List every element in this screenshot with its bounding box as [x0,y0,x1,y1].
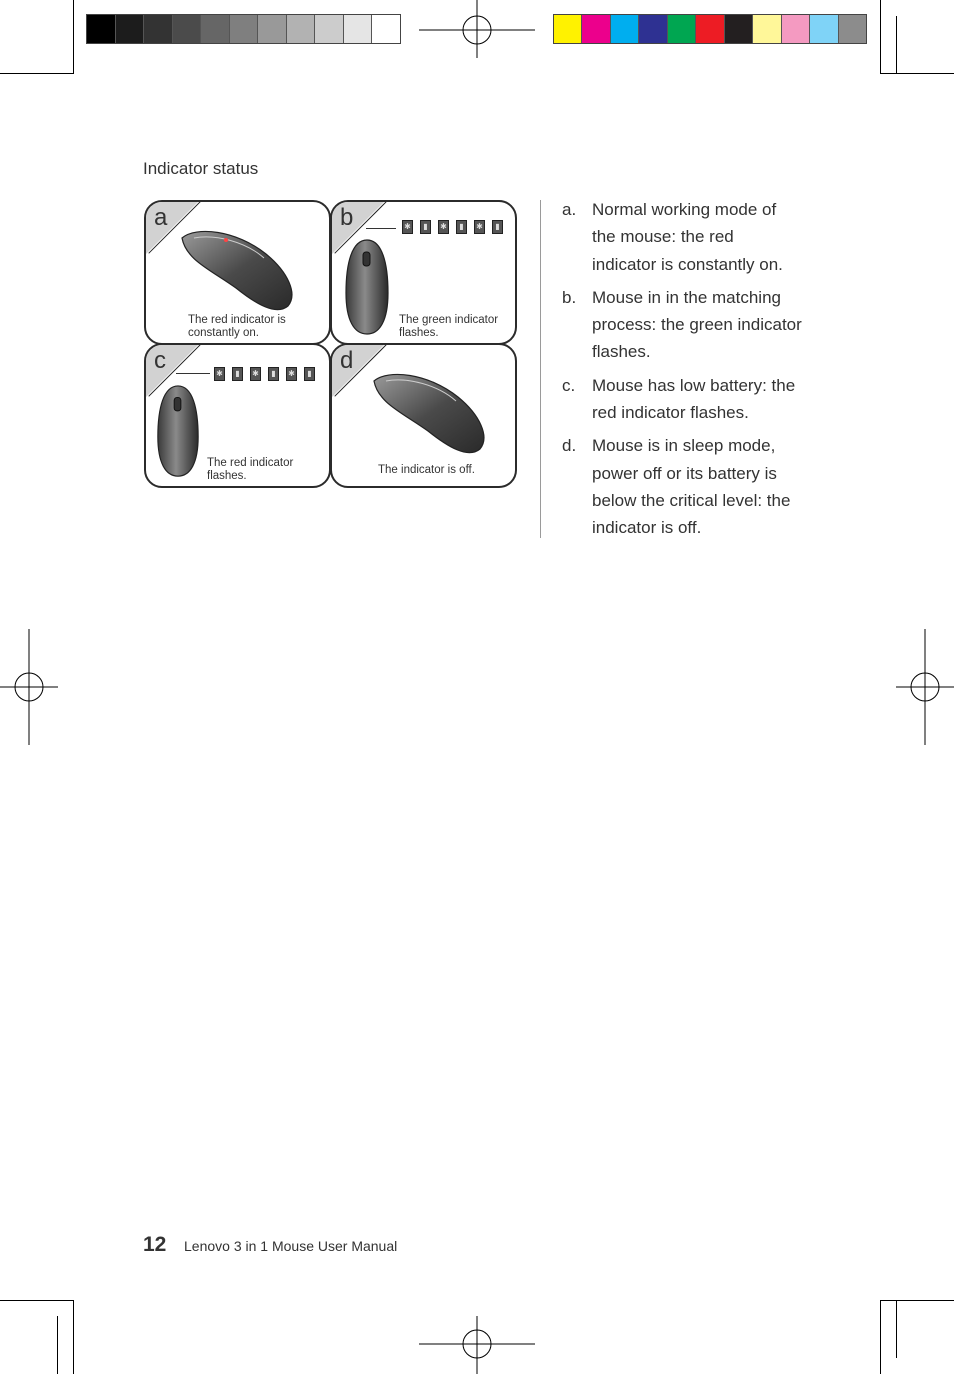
list-item-letter: d. [562,436,577,456]
color-swatch [782,15,810,43]
color-swatch [639,15,667,43]
color-swatch [839,15,866,43]
page-number: 12 [143,1233,167,1256]
list-item-text: Mouse is in sleep mode, power off or its battery is below the critical level: the indicator is off. [592,436,791,538]
color-swatch [582,15,610,43]
panel-letter: a [154,204,168,231]
led-on-icon: ✱ [402,220,413,234]
color-swatch [173,15,202,43]
color-swatch [725,15,753,43]
list-item [562,432,802,541]
color-swatch [696,15,724,43]
registration-target-icon [0,629,58,745]
indicator-description-list [562,196,802,548]
color-swatch [201,15,230,43]
crop-mark [0,1300,74,1301]
color-swatch [668,15,696,43]
panel-letter: c [154,347,166,374]
crop-mark [880,73,954,74]
list-item-letter: b. [562,287,577,307]
crop-mark [73,0,74,74]
panel-d [330,343,517,488]
mouse-top-view-icon [342,238,392,338]
led-on-icon: ✱ [474,220,485,234]
color-swatch [116,15,145,43]
led-off-icon: ▮ [456,220,467,234]
panel-letter: b [340,204,354,231]
column-divider [540,200,541,538]
led-on-icon: ✱ [214,367,225,381]
mouse-side-view-icon [368,367,493,457]
led-off-icon: ▮ [304,367,315,381]
footer-manual-title: Lenovo 3 in 1 Mouse User Manual [184,1238,398,1254]
color-swatch [753,15,781,43]
panel-caption: The red indicator flashes. [207,457,294,482]
crop-mark [73,1300,74,1374]
color-swatch [287,15,316,43]
led-off-icon: ▮ [232,367,243,381]
panel-a [144,200,331,345]
panel-b [330,200,517,345]
color-swatch [87,15,116,43]
led-blink-sequence [214,367,315,381]
color-swatch [144,15,173,43]
led-on-icon: ✱ [438,220,449,234]
list-item [562,284,802,366]
list-item [562,196,802,278]
list-item-letter: a. [562,200,577,219]
panel-caption: The red indicator is constantly on. [188,314,286,339]
color-swatch [258,15,287,43]
panel-caption: The indicator is off. [378,464,475,476]
list-item-letter: c. [562,375,576,395]
color-swatch [230,15,259,43]
color-swatch [315,15,344,43]
color-calibration-bar [553,14,867,44]
registration-target-icon [419,1316,535,1374]
crop-mark [880,1300,881,1374]
led-off-icon: ▮ [268,367,279,381]
mouse-top-view-icon [154,383,202,481]
crop-mark [880,1300,954,1301]
registration-target-icon [896,629,954,745]
panel-c [144,343,331,488]
section-title: Indicator status [143,159,259,178]
color-swatch [810,15,838,43]
registration-target-icon [419,0,535,60]
color-swatch [344,15,373,43]
gray-calibration-bar [86,14,401,44]
list-item [562,372,802,427]
list-item-text: Mouse in in the matching process: the green indicator flashes. [592,287,802,362]
led-on-icon: ✱ [286,367,297,381]
panel-letter: d [340,347,354,374]
panel-caption: The green indicator flashes. [399,314,499,339]
crop-mark [0,73,74,74]
color-swatch [611,15,639,43]
mouse-side-view-icon [176,224,301,314]
list-item-text: Mouse has low battery: the red indicator flashes. [592,375,796,423]
led-off-icon: ▮ [492,220,503,234]
crop-mark [57,1316,58,1374]
crop-mark [896,1300,897,1358]
led-blink-sequence [402,220,503,234]
crop-mark [880,0,881,74]
color-swatch [372,15,400,43]
led-on-icon: ✱ [250,367,261,381]
led-off-icon: ▮ [420,220,431,234]
color-swatch [554,15,582,43]
crop-mark [896,16,897,74]
list-item-text: Normal working mode of the mouse: the red indicator is constantly on. [592,200,783,274]
